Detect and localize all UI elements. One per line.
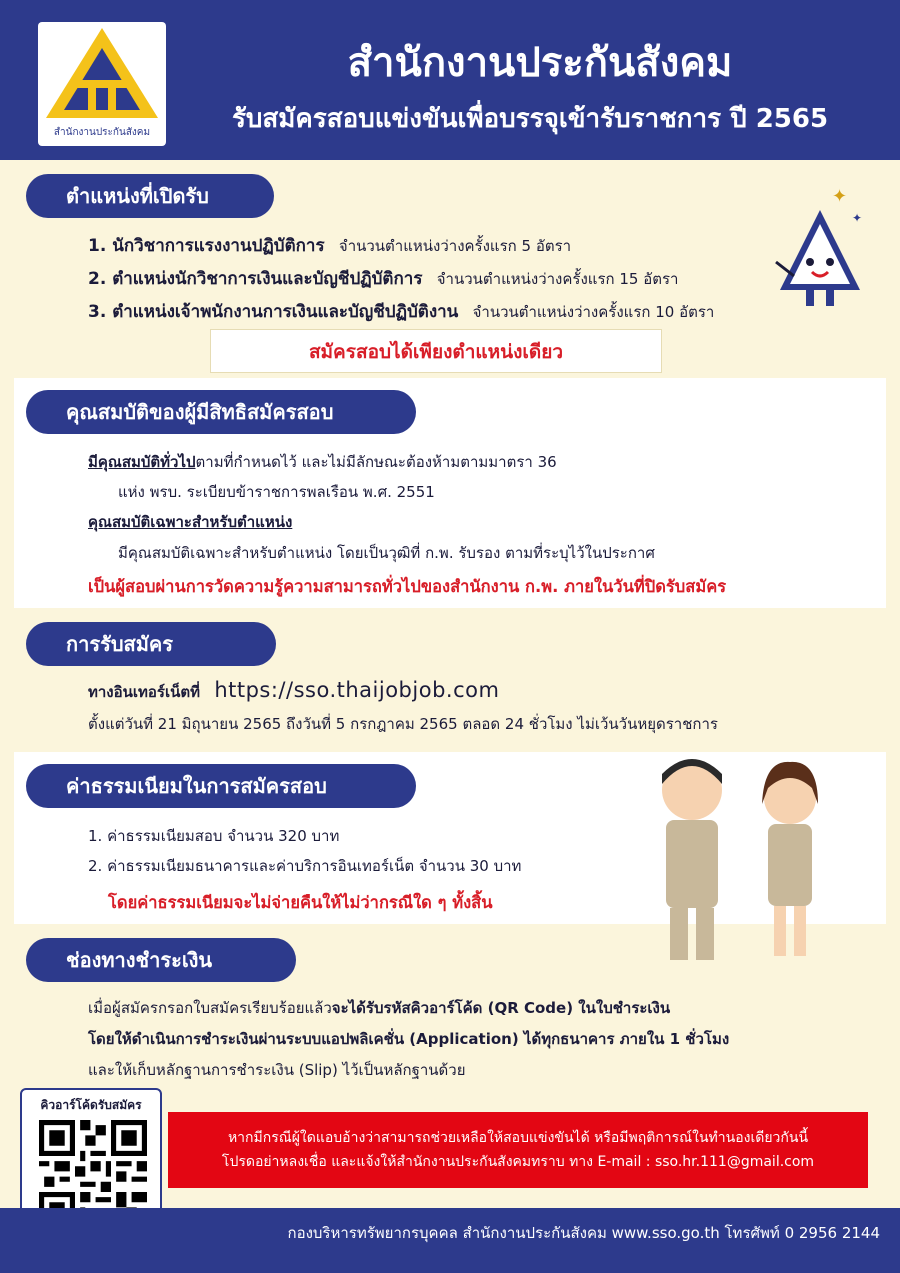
position-item-2 bbox=[88, 265, 678, 292]
sso-logo-icon bbox=[38, 22, 166, 126]
application-period: ตั้งแต่วันที่ 21 มิถุนายน 2565 ถึงวันที่ 5 กรกฎาคม 2565 ตลอด 24 ชั่วโมง ไม่เว้นวันหยุดราชการ bbox=[88, 715, 718, 733]
warning-line-2: โปรดอย่าหลงเชื่อ และแจ้งให้สำนักงานประกันสังคมทราบ ทาง E-mail : sso.hr.111@gmail.com bbox=[221, 1154, 815, 1170]
mascot-illustration bbox=[770, 180, 870, 320]
position-detail: จำนวนตำแหน่งว่างครั้งแรก 5 อัตรา bbox=[338, 237, 572, 255]
section-heading-fees: ค่าธรรมเนียมในการสมัครสอบ bbox=[26, 764, 416, 808]
position-item-3 bbox=[88, 298, 714, 325]
specific-qualification-label-text: คุณสมบัติเฉพาะสำหรับตำแหน่ง bbox=[88, 513, 293, 531]
apply-one-position-note bbox=[210, 329, 662, 373]
specific-qualification-text: มีคุณสมบัติเฉพาะสำหรับตำแหน่ง โดยเป็นวุฒิที่ ก.พ. รับรอง ตามที่ระบุไว้ในประกาศ bbox=[118, 544, 655, 562]
position-title: 1. นักวิชาการแรงงานปฏิบัติการ bbox=[88, 236, 325, 256]
fraud-warning-banner bbox=[168, 1112, 868, 1188]
position-detail: จำนวนตำแหน่งว่างครั้งแรก 15 อัตรา bbox=[436, 270, 679, 288]
officials-illustration bbox=[640, 748, 840, 968]
specific-qualification-label bbox=[88, 510, 292, 534]
sso-logo bbox=[38, 22, 166, 146]
svg-text:✦: ✦ bbox=[852, 211, 863, 225]
payment-line-1-normal: เมื่อผู้สมัครกรอกใบสมัครเรียบร้อยแล้ว bbox=[88, 999, 332, 1017]
section-heading-application: การรับสมัคร bbox=[26, 622, 276, 666]
footer-contact-text: กองบริหารทรัพยากรบุคคล สำนักงานประกันสังคม www.sso.go.th โทรศัพท์ 0 2956 2144 bbox=[287, 1224, 880, 1242]
non-refundable-note: โดยค่าธรรมเนียมจะไม่จ่ายคืนให้ไม่ว่ากรณีใด ๆ ทั้งสิ้น bbox=[108, 893, 493, 912]
internet-label: ทางอินเทอร์เน็ตที่ bbox=[88, 683, 200, 701]
page-title: สำนักงานประกันสังคม bbox=[347, 40, 733, 86]
page-subtitle: รับสมัครสอบแข่งขันเพื่อบรรจุเข้ารับราชการ ปี 2565 bbox=[231, 104, 829, 134]
position-title: 2. ตำแหน่งนักวิชาการเงินและบัญชีปฏิบัติการ bbox=[88, 269, 423, 289]
position-item-1 bbox=[88, 232, 571, 259]
payment-line-2: โดยให้ดำเนินการชำระเงินผ่านระบบแอปพลิเคชั่น (Application) ได้ทุกธนาคาร ภายใน 1 ชั่วโมง bbox=[88, 1030, 730, 1048]
general-qualification bbox=[88, 450, 557, 474]
position-title: 3. ตำแหน่งเจ้าพนักงานการเงินและบัญชีปฏิบัติงาน bbox=[88, 302, 459, 322]
fee-item-1: 1. ค่าธรรมเนียมสอบ จำนวน 320 บาท bbox=[88, 827, 340, 845]
section-heading-positions: ตำแหน่งที่เปิดรับ bbox=[26, 174, 274, 218]
apply-one-position-text: สมัครสอบได้เพียงตำแหน่งเดียว bbox=[308, 341, 564, 363]
payment-line-3: และให้เก็บหลักฐานการชำระเงิน (Slip) ไว้เป็นหลักฐานด้วย bbox=[88, 1061, 466, 1079]
ocsc-requirement: เป็นผู้สอบผ่านการวัดความรู้ความสามารถทั่วไปของสำนักงาน ก.พ. ภายในวันที่ปิดรับสมัคร bbox=[88, 577, 727, 596]
general-qualification-text: ตามที่กำหนดไว้ และไม่มีลักษณะต้องห้ามตามมาตรา 36 bbox=[195, 453, 557, 471]
fee-item-2: 2. ค่าธรรมเนียมธนาคารและค่าบริการอินเทอร์เน็ต จำนวน 30 บาท bbox=[88, 857, 522, 875]
payment-line-1 bbox=[88, 996, 670, 1020]
application-channel bbox=[88, 678, 499, 704]
warning-line-1: หากมีกรณีผู้ใดแอบอ้างว่าสามารถช่วยเหลือให้สอบแข่งขันได้ หรือมีพฤติการณ์ในทำนองเดียวกันนี้ bbox=[227, 1130, 809, 1146]
general-qualification-text-2: แห่ง พรบ. ระเบียบข้าราชการพลเรือน พ.ศ. 2551 bbox=[118, 483, 435, 501]
general-qualification-label: มีคุณสมบัติทั่วไป bbox=[88, 453, 196, 471]
position-detail: จำนวนตำแหน่งว่างครั้งแรก 10 อัตรา bbox=[472, 303, 715, 321]
application-url-link[interactable]: https://sso.thaijobjob.com bbox=[214, 678, 500, 702]
qr-label: คิวอาร์โค้ดรับสมัคร bbox=[40, 1098, 142, 1112]
svg-text:✦: ✦ bbox=[832, 186, 848, 207]
section-heading-qualifications: คุณสมบัติของผู้มีสิทธิสมัครสอบ bbox=[26, 390, 416, 434]
logo-caption: สำนักงานประกันสังคม bbox=[53, 127, 151, 138]
section-heading-payment: ช่องทางชำระเงิน bbox=[26, 938, 296, 982]
payment-line-1-bold: จะได้รับรหัสคิวอาร์โค้ด (QR Code) ในใบชำระเงิน bbox=[331, 999, 671, 1017]
